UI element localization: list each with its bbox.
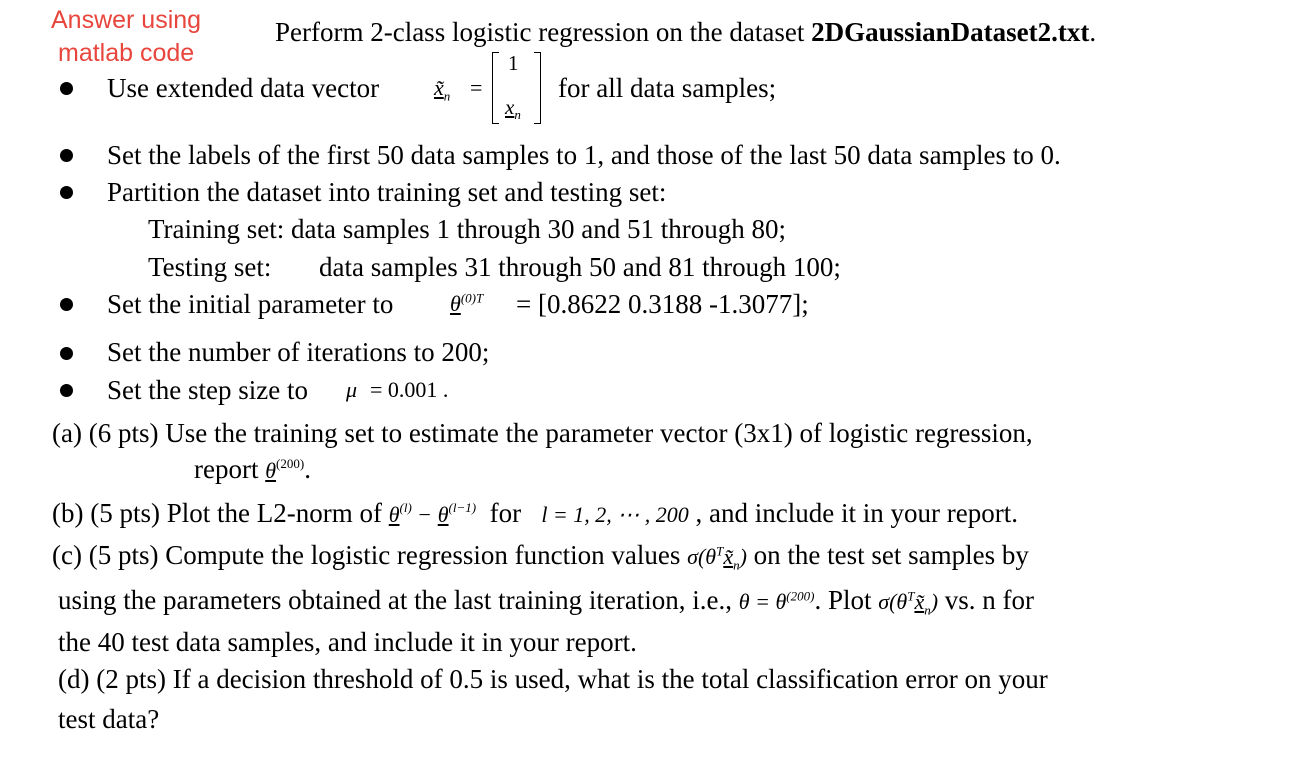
dataset-name: 2DGaussianDataset2.txt (811, 17, 1090, 47)
question-a-line1: (a) (6 pts) Use the training set to estimate the parameter vector (3x1) of logistic regression, (52, 418, 1033, 448)
question-c-line3: the 40 test data samples, and include it in your report. (58, 627, 637, 657)
bullet-dot-1 (60, 82, 73, 95)
bullet-1-pre: Use extended data vector (107, 73, 380, 103)
annotation-line1: Answer using (51, 6, 202, 34)
bullet-4-post: = [0.8622 0.3188 -1.3077]; (516, 289, 809, 319)
bullet-3-text: Partition the dataset into training set and testing set: (107, 177, 667, 207)
testing-set-label: Testing set: (148, 252, 272, 282)
bullet-5-text: Set the number of iterations to 200; (107, 337, 490, 367)
bullet-dot-4 (60, 298, 73, 311)
testing-set-value: data samples 31 through 50 and 81 through 100; (319, 252, 841, 282)
header-intro: Perform 2-class logistic regression on the dataset (275, 17, 812, 47)
bullet-dot-5 (60, 347, 73, 360)
question-d-line1: (d) (2 pts) If a decision threshold of 0.5 is used, what is the total classification error on your (58, 664, 1048, 694)
bullet-4-pre: Set the initial parameter to (107, 289, 394, 319)
header-period: . (1089, 17, 1097, 47)
vector-bracket-right (534, 52, 541, 124)
bullet-1-post: for all data samples; (558, 73, 777, 103)
bullet-1-var: $x̃_n$ (434, 75, 451, 104)
bullet-dot-2 (60, 149, 73, 162)
question-d-line2: test data? (58, 704, 160, 734)
bullet-6-post: = 0.001 . (370, 377, 449, 402)
vector-bracket-left (492, 52, 499, 124)
question-a-line2: report $\theta^{(200)}$. (194, 454, 311, 484)
bullet-dot-3 (60, 186, 73, 199)
question-b: (b) (5 pts) Plot the L2-norm of $\theta^{(l)} - \theta^{(l-1)}$ for l = 1, 2, ⋯ , 200 , and include it in your report. (52, 498, 1018, 528)
training-set-line: Training set: data samples 1 through 30 and 51 through 80; (148, 214, 786, 244)
vector-bottom: $x_n$ (505, 95, 521, 123)
vector-top: 1 (508, 51, 519, 75)
bullet-dot-6 (60, 384, 73, 397)
bullet-1-eq: = (470, 75, 483, 100)
bullet-6-mu: μ (346, 377, 358, 402)
bullet-2-text: Set the labels of the first 50 data samples to 1, and those of the last 50 data samples to 0. (107, 140, 1061, 170)
problem-header (275, 16, 1096, 48)
annotation-line2: matlab code (58, 39, 195, 67)
bullet-4-theta: $\theta^{(0)T}$ (450, 290, 484, 316)
bullet-6-pre: Set the step size to (107, 375, 308, 405)
question-c-line2: using the parameters obtained at the last training iteration, i.e., $\theta = \theta^{(200)}$. Plot $\sigma(\theta^Tx̃_n)$ vs. n for (58, 585, 1035, 618)
question-c-line1: (c) (5 pts) Compute the logistic regression function values $\sigma(\theta^Tx̃_n)$ on the test set samples by (52, 540, 1029, 573)
